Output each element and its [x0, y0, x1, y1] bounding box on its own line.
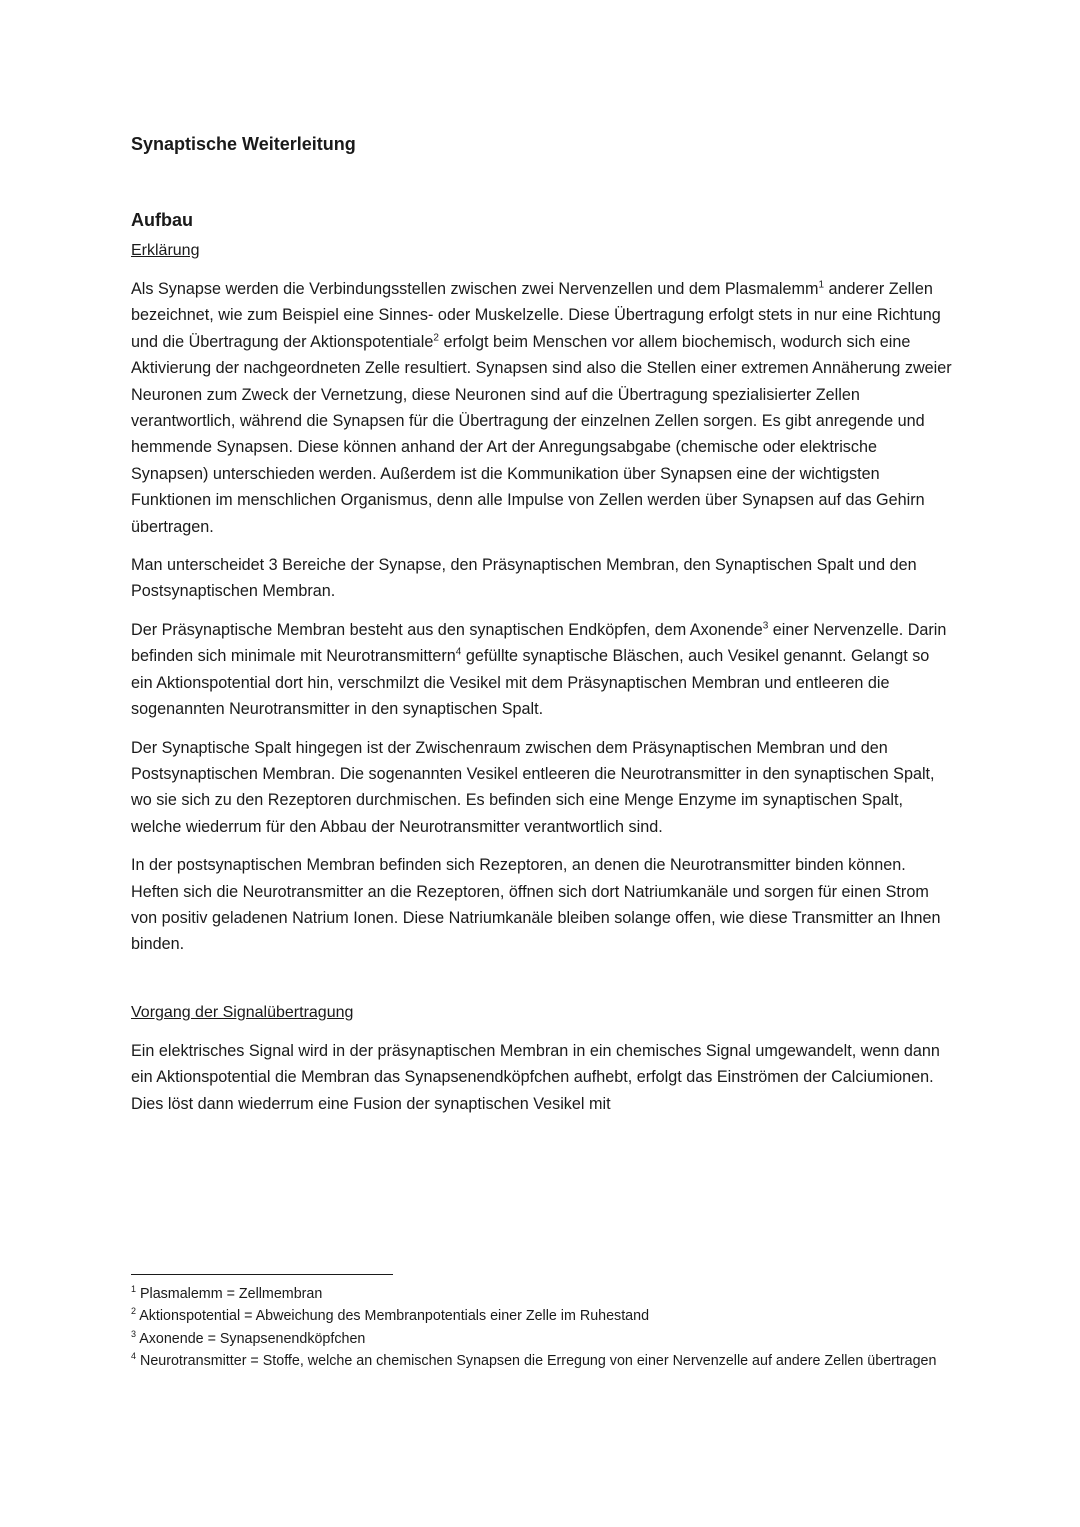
footnote-ref-4: 4	[455, 646, 462, 658]
footnote-text: Neurotransmitter = Stoffe, welche an chemischen Synapsen die Erregung von einer Nervenzelle auf andere Zellen übertragen	[136, 1352, 937, 1369]
document-body	[131, 128, 953, 1117]
footnote-separator	[131, 1274, 393, 1275]
footnote-text: Aktionspotential = Abweichung des Membranpotentials einer Zelle im Ruhestand	[136, 1308, 650, 1325]
paragraph-presynaptic-membrane	[131, 617, 953, 723]
paragraph-synaptic-cleft: Der Synaptische Spalt hingegen ist der Zwischenraum zwischen dem Präsynaptischen Membran und den Postsynaptischen Membran. Die sogenannten Vesikel entleeren die Neurotransmitter in den synaptischen Spalt, wo sie sich zu den Rezeptoren durchmischen. Es befinden sich eine Menge Enzyme im synaptischen Spalt, welche wiederrum für den Abbau der Neurotransmitter verantwortlich sind.	[131, 738, 935, 836]
footnote-3	[131, 1328, 953, 1350]
footnote-text: Plasmalemm = Zellmembran	[136, 1286, 323, 1302]
paragraph-signal-transmission: Ein elektrisches Signal wird in der präsynaptischen Membran in ein chemisches Signal umgewandelt, wenn dann ein Aktionspotential die Membran das Synapsenendköpfchen aufhebt, erfolgt das Einströmen der Calciumionen. Dies löst dann wiederrum eine Fusion der synaptischen Vesikel mit	[131, 1041, 940, 1113]
paragraph-text: Als Synapse werden die Verbindungsstellen zwischen zwei Nervenzellen und dem Plasmalemm	[131, 280, 819, 298]
paragraph-postsynaptic-membrane: In der postsynaptischen Membran befinden sich Rezeptoren, an denen die Neurotransmitter binden können. Heften sich die Neurotransmitter an die Rezeptoren, öffnen sich dort Natriumkanäle und sorgen für einen Strom von positiv geladenen Natrium Ionen. Diese Natriumkanäle bleiben solange offen, wie diese Transmitter an Ihnen binden.	[131, 856, 941, 954]
footnote-number: 1	[131, 1284, 137, 1295]
paragraph-text: gefüllte synaptische Bläschen, auch Vesikel genannt. Gelangt so ein Aktionspotential dort hin, verschmilzt die Vesikel mit dem Präsynaptischen Membran und entleeren die sogenannten Neurotransmitter in den synaptischen Spalt.	[131, 647, 930, 719]
footnote-1	[131, 1283, 953, 1305]
footnote-ref-3: 3	[762, 620, 769, 632]
document-title: Synaptische Weiterleitung	[131, 134, 356, 154]
footnotes	[131, 1274, 953, 1372]
footnote-text: Axonende = Synapsenendköpfchen	[136, 1330, 366, 1347]
paragraph-text: Der Präsynaptische Membran besteht aus den synaptischen Endköpfen, dem Axonende	[131, 620, 763, 639]
subsection-heading-signal-transmission: Vorgang der Signalübertragung	[131, 1003, 354, 1021]
paragraph-synapse-definition	[131, 276, 953, 540]
paragraph-text: erfolgt beim Menschen vor allem biochemisch, wodurch sich eine Aktivierung der nachgeordneten Zelle resultiert. Synapsen sind also die Stellen einer extremen Annäherung zweier Neuronen zum Zweck der Vernetzung, diese Neuronen sind auf die Übertragung spezialisierter Zellen verantwortlich, während die Synapsen für die Übertragung der einzelnen Zellen sorgen. Es gibt anregende und hemmende Synapsen. Diese können anhand der Art der Anregungsabgabe (chemische oder elektrische Synapsen) unterschieden werden. Außerdem ist die Kommunikation über Synapsen eine der wichtigsten Funktionen im menschlichen Organismus, denn alle Impulse von Zellen werden über Synapsen auf das Gehirn übertragen.	[131, 332, 952, 536]
footnote-number: 3	[131, 1328, 137, 1339]
footnote-4	[131, 1350, 953, 1372]
footnote-2	[131, 1305, 953, 1327]
footnote-number: 2	[131, 1306, 137, 1317]
footnote-number: 4	[131, 1351, 137, 1362]
footnote-ref-1: 1	[818, 279, 824, 291]
paragraph-text: anderer Zellen bezeichnet, wie zum Beispiel eine Sinnes- oder Muskelzelle. Diese Übertragung erfolgt stets in nur eine Richtung und die Übertragung der Aktionspotentiale	[131, 280, 941, 351]
footnote-ref-2: 2	[433, 332, 439, 344]
section-heading-aufbau: Aufbau	[131, 210, 193, 230]
paragraph-text: einer Nervenzelle. Darin befinden sich minimale mit Neurotransmittern	[131, 620, 947, 666]
paragraph-synapse-regions: Man unterscheidet 3 Bereiche der Synapse, den Präsynaptischen Membran, den Synaptischen Spalt und den Postsynaptischen Membran.	[131, 556, 917, 601]
subsection-heading-erklaerung: Erklärung	[131, 242, 200, 259]
